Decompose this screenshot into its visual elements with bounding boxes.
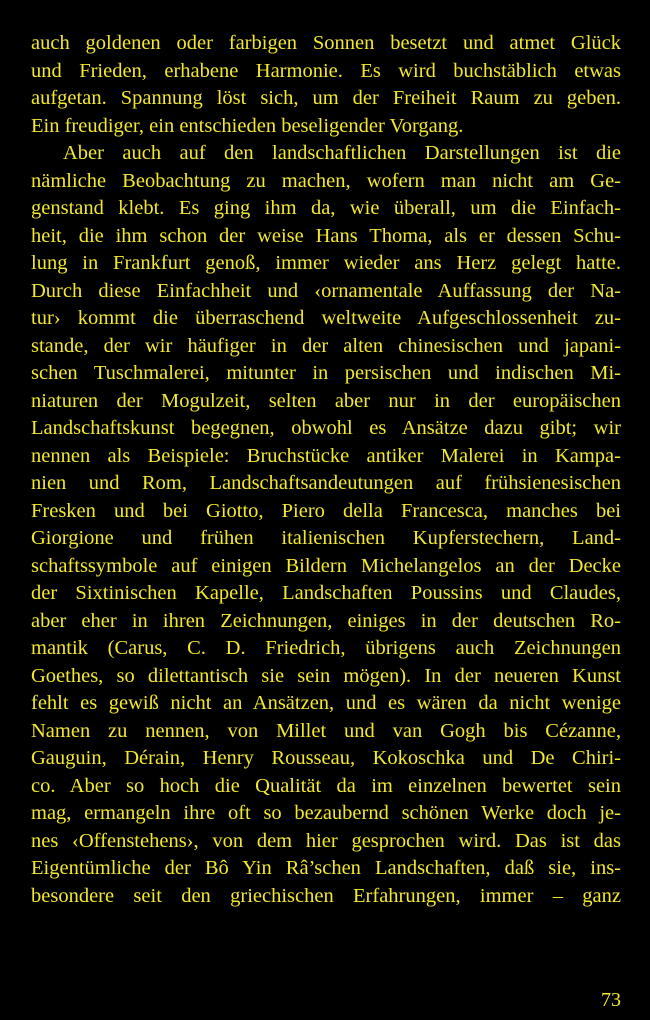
text-line: Durch diese Einfachheit und ‹ornamentale Auffassung der Na- [31,279,621,302]
text-line: co. Aber so hoch die Qualität da im einzelnen bewertet sein [31,774,621,797]
text-line: nämliche Beobachtung zu machen, wofern man nicht am Ge- [31,169,621,192]
text-line: mantik (Carus, C. D. Friedrich, übrigens auch Zeichnungen [31,637,621,659]
text-line: nennen als Beispiele: Bruchstücke antiker Malerei in Kampa- [31,444,621,467]
text-line: Gauguin, Dérain, Henry Rousseau, Kokoschka und De Chiri- [31,747,621,769]
text-line: und Frieden, erhabene Harmonie. Es wird buchstäblich etwas [31,59,621,82]
text-line: aufgetan. Spannung löst sich, um der Freiheit Raum zu geben. [31,87,621,109]
text-line: nien und Rom, Landschaftsandeutungen auf frühsienesischen [31,472,621,494]
text-line: aber eher in ihren Zeichnungen, einiges in der deutschen Ro- [31,609,621,632]
text-line: Namen zu nennen, von Millet und van Gogh bis Cézanne, [31,719,621,742]
text-line: tur› kommt die überraschend weltweite Aufgeschlossenheit zu- [31,307,621,329]
text-line: stande, der wir häufiger in der alten chinesischen und japani- [31,334,621,357]
text-line: Goethes, so dilettantisch sie sein mögen). In der neueren Kunst [31,664,621,687]
text-line: heit, die ihm schon der weise Hans Thoma, als er dessen Schu- [31,224,621,247]
text-line: genstand klebt. Es ging ihm da, wie überall, um die Einfach- [31,197,621,219]
text-line: schen Tuschmalerei, mitunter in persischen und indischen Mi- [31,362,621,384]
body-text [31,30,621,910]
text-line: lung in Frankfurt genoß, immer wieder ans Herz gelegt hatte. [31,252,621,274]
text-line: nes ‹Offenstehens›, von dem hier gesprochen wird. Das ist das [31,829,621,852]
text-line: schaftssymbole auf einigen Bildern Michelangelos an der Decke [31,554,621,577]
text-line: Ein freudiger, ein entschieden beseligender Vorgang. [31,114,464,137]
text-line: Giorgione und frühen italienischen Kupferstechern, Land- [31,527,621,549]
text-line: der Sixtinischen Kapelle, Landschaften Poussins und Claudes, [31,582,621,604]
text-line: auch goldenen oder farbigen Sonnen besetzt und atmet Glück [31,32,621,54]
text-line: mag, ermangeln ihre oft so bezaubernd schönen Werke doch je- [31,802,621,824]
text-line: Fresken und bei Giotto, Piero della Francesca, manches bei [31,499,621,522]
text-line: Eigentümliche der Bô Yin Râ’schen Landschaften, daß sie, ins- [31,857,621,879]
text-line: niaturen der Mogulzeit, selten aber nur in der europäischen [31,389,621,412]
text-line: Aber auch auf den landschaftlichen Darstellungen ist die [63,142,621,164]
text-line: fehlt es gewiß nicht an Ansätzen, und es wären da nicht wenige [31,692,621,714]
text-line: besondere seit den griechischen Erfahrungen, immer – ganz [31,884,621,907]
text-line: Landschaftskunst begegnen, obwohl es Ansätze dazu gibt; wir [31,417,621,439]
page-number: 73 [601,989,621,1011]
